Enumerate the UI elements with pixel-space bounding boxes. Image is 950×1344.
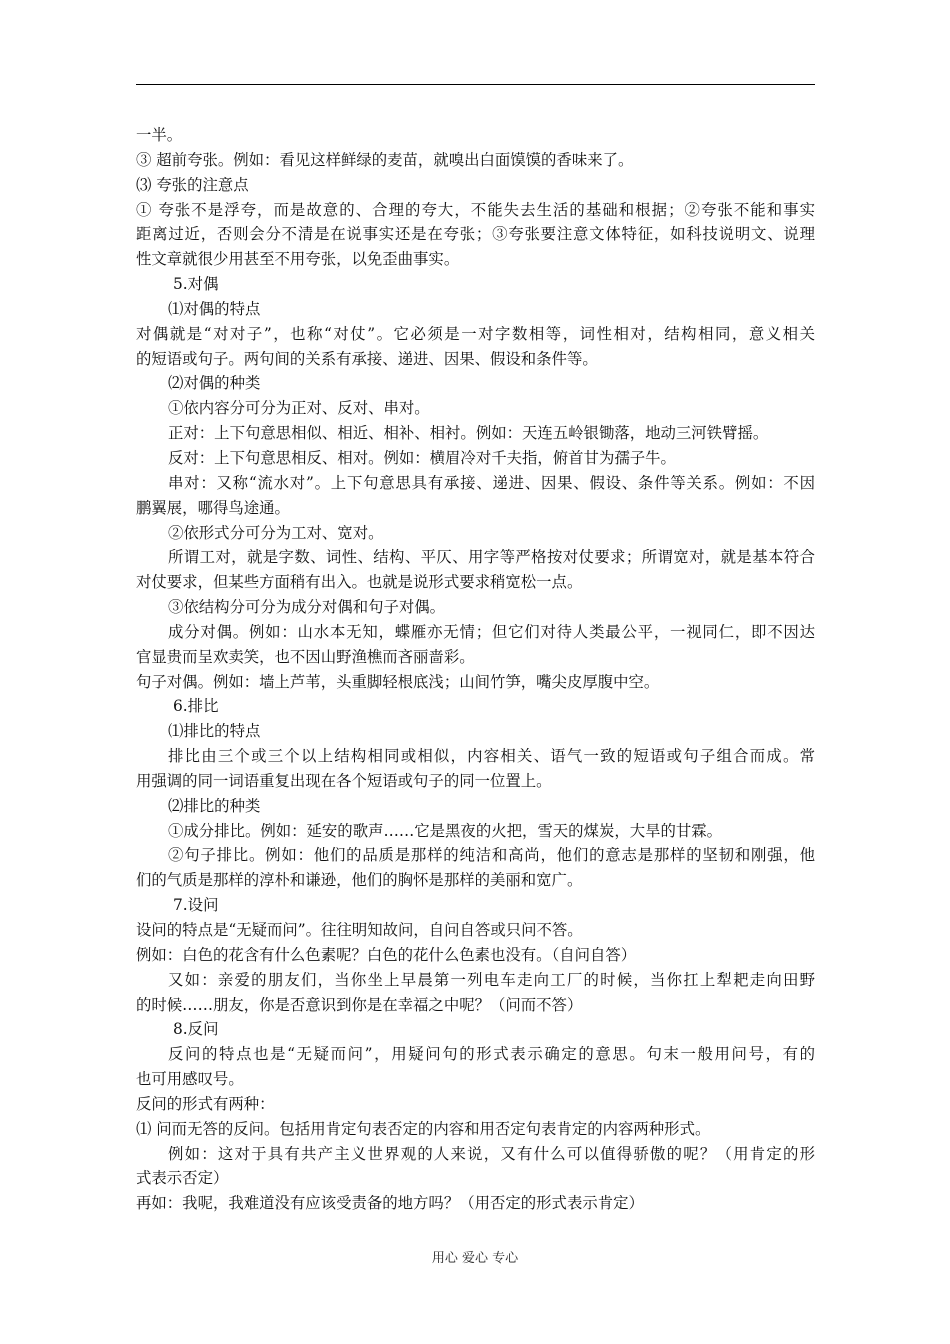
text-line: ①依内容分可分为正对、反对、串对。	[168, 399, 430, 418]
text-line: ②依形式分可分为工对、宽对。	[168, 523, 384, 542]
section-heading: 6.排比	[173, 697, 219, 716]
text-line: 式表示否定）	[136, 1169, 229, 1188]
text-line: ① 夸张不是浮夸，而是故意的、合理的夸大，不能失去生活的基础和根据；②夸张不能和事实	[136, 200, 815, 219]
text-line: 正对：上下句意思相似、相近、相补、相衬。例如：天连五岭银锄落，地动三河铁臂摇。	[168, 424, 769, 443]
text-line: 又如：亲爱的朋友们，当你坐上早晨第一列电车走向工厂的时候，当你扛上犁耙走向田野	[168, 970, 815, 989]
text-line: 的短语或句子。两句间的关系有承接、递进、因果、假设和条件等。	[136, 349, 598, 368]
section-heading: 5.对偶	[173, 275, 219, 294]
section-heading: 7.设问	[173, 896, 219, 915]
header-rule	[136, 84, 815, 85]
text-line: 例如：白色的花含有什么色素呢？白色的花什么色素也没有。（自问自答）	[136, 945, 637, 964]
text-line: 反问的形式有两种：	[136, 1094, 275, 1113]
text-line: 例如：这对于具有共产主义世界观的人来说，又有什么可以值得骄傲的呢？（用肯定的形	[168, 1144, 815, 1163]
text-line: ⑶ 夸张的注意点	[136, 175, 249, 194]
text-line: 反问的特点也是“无疑而问”，用疑问句的形式表示确定的意思。句末一般用问号，有的	[168, 1045, 815, 1064]
text-line: 距离过近，否则会分不清是在说事实还是在夸张；③夸张要注意文体特征，如科技说明文、说理	[136, 225, 815, 244]
page-footer: 用心 爱心 专心	[431, 1251, 519, 1266]
text-line: ③依结构分可分为成分对偶和句子对偶。	[168, 598, 446, 617]
text-line: 官显贵而呈欢卖笑，也不因山野渔樵而吝丽啬彩。	[136, 647, 475, 666]
text-line: 再如：我呢，我难道没有应该受责备的地方吗？（用否定的形式表示肯定）	[136, 1194, 644, 1213]
text-line: 鹏翼展，哪得鸟途通。	[136, 498, 290, 517]
text-line: 设问的特点是“无疑而问”。往往明知故问，自问自答或只问不答。	[136, 921, 583, 939]
text-line: 对偶就是“对对子”，也称“对仗”。它必须是一对字数相等，词性相对，结构相同，意义相关	[136, 324, 815, 343]
document-body	[136, 123, 815, 1216]
text-line: 性文章就很少用甚至不用夸张，以免歪曲事实。	[136, 250, 460, 269]
subsection-heading: ⑴排比的特点	[168, 722, 261, 741]
text-line: 的时候……朋友，你是否意识到你是在幸福之中呢？（问而不答）	[136, 995, 583, 1014]
text-line: 反对：上下句意思相反、相对。例如：横眉冷对千夫指，俯首甘为孺子牛。	[168, 448, 676, 467]
text-line: 用强调的同一词语重复出现在各个短语或句子的同一位置上。	[136, 771, 552, 790]
text-line: 一半。	[136, 126, 183, 144]
text-line: 排比由三个或三个以上结构相同或相似，内容相关、语气一致的短语或句子组合而成。常	[168, 747, 815, 766]
text-line: 句子对偶。例如：墙上芦苇，头重脚轻根底浅；山间竹笋，嘴尖皮厚腹中空。	[136, 672, 660, 691]
text-line: ③ 超前夸张。例如：看见这样鲜绿的麦苗，就嗅出白面馍馍的香味来了。	[136, 150, 634, 169]
subsection-heading: ⑴对偶的特点	[168, 299, 261, 318]
text-line: 也可用感叹号。	[136, 1070, 244, 1089]
subsection-heading: ⑵对偶的种类	[168, 374, 261, 393]
section-heading: 8.反问	[173, 1020, 219, 1039]
text-line: 成分对偶。例如：山水本无知，蝶雁亦无情；但它们对待人类最公平，一视同仁，即不因达	[168, 622, 815, 641]
text-line: 串对：又称“流水对”。上下句意思具有承接、递进、因果、假设、条件等关系。例如：不因	[168, 473, 815, 492]
text-line: ①成分排比。例如：延安的歌声……它是黑夜的火把，雪天的煤炭，大旱的甘霖。	[168, 821, 723, 840]
text-line: 对仗要求，但某些方面稍有出入。也就是说形式要求稍宽松一点。	[136, 573, 583, 592]
text-line: ②句子排比。例如：他们的品质是那样的纯洁和高尚，他们的意志是那样的坚韧和刚强，他	[168, 846, 815, 865]
text-line: ⑴ 问而无答的反问。包括用肯定句表否定的内容和用否定句表肯定的内容两种形式。	[136, 1119, 711, 1138]
text-line: 们的气质是那样的淳朴和谦逊，他们的胸怀是那样的美丽和宽广。	[136, 871, 583, 890]
text-line: 所谓工对，就是字数、词性、结构、平仄、用字等严格按对仗要求；所谓宽对，就是基本符合	[168, 548, 815, 567]
subsection-heading: ⑵排比的种类	[168, 796, 261, 815]
